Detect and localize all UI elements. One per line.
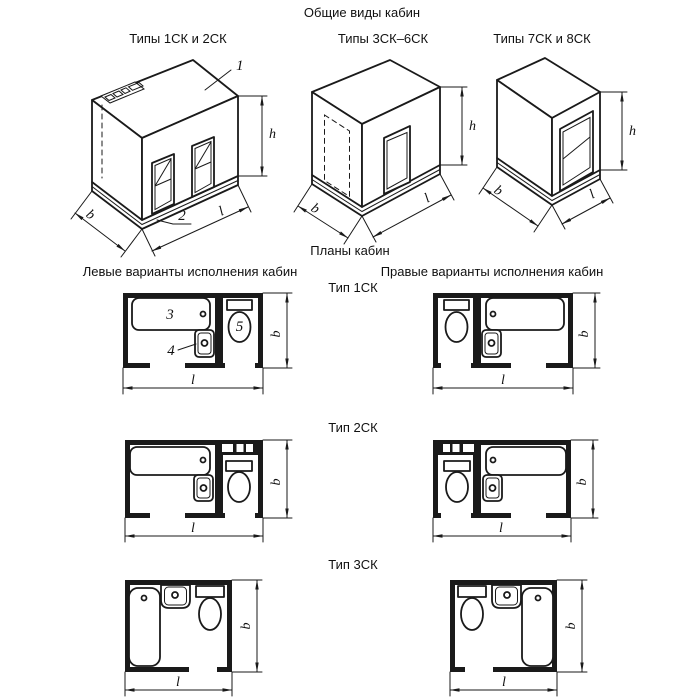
toilet-bowl — [228, 472, 250, 502]
bathtub — [129, 588, 160, 666]
dim-height-c — [600, 92, 636, 170]
dim-h-label: h — [629, 124, 636, 139]
dim-b-right — [571, 440, 598, 518]
toilet — [226, 461, 252, 502]
dim-b-left — [232, 580, 262, 672]
view-a-title: Типы 1СК и 2СК — [129, 31, 227, 46]
dim-b-label: b — [575, 478, 590, 486]
cistern — [196, 586, 224, 597]
dim-b-label: b — [307, 200, 322, 218]
callout-2: 2 — [178, 208, 186, 224]
dim-l-right — [450, 672, 557, 696]
wall-left — [125, 440, 130, 518]
type-1sk-label: Тип 1СК — [328, 280, 378, 295]
dim-b-left — [263, 293, 292, 368]
plan-room-1sk-right — [433, 293, 573, 368]
dim-l-label: l — [422, 191, 433, 207]
dim-l-label: l — [191, 521, 195, 536]
callout-1: 1 — [236, 58, 244, 74]
dim-height-a — [238, 96, 276, 176]
dim-b-label: b — [239, 622, 254, 630]
dim-b-label: b — [82, 207, 98, 224]
dim-l-right — [433, 368, 573, 394]
view-c-title: Типы 7СК и 8СК — [493, 31, 591, 46]
dim-b-label: b — [269, 478, 284, 486]
door-left — [152, 154, 174, 214]
wall-left — [123, 293, 128, 368]
dim-l-label: l — [176, 675, 180, 690]
plan-room-3sk-left — [125, 580, 232, 672]
left-variants-heading: Левые варианты исполнения кабин — [82, 264, 298, 279]
isometric-view-b — [283, 48, 488, 248]
dim-l-left — [125, 518, 263, 542]
dim-l-label: l — [501, 373, 505, 388]
dim-b-right — [557, 580, 587, 672]
callout-4-leader — [178, 344, 196, 350]
right-variants-heading: Правые варианты исполнения кабин — [380, 264, 604, 279]
dim-b-right — [573, 293, 600, 368]
dim-l-label: l — [587, 187, 598, 203]
dim-b-label: b — [269, 330, 284, 338]
toilet — [196, 586, 224, 630]
plan-room-3sk-right — [450, 580, 557, 672]
dim-b-label: b — [564, 622, 579, 630]
dim-b-label: b — [577, 330, 592, 338]
plan-row-1sk — [100, 286, 620, 400]
dim-l-label: l — [191, 373, 195, 388]
plan-row-2sk — [100, 430, 620, 544]
type-3sk-label: Тип 3СК — [328, 557, 378, 572]
dim-h-label: h — [469, 119, 476, 134]
washbasin — [195, 330, 214, 357]
wall-right — [227, 580, 232, 672]
dim-h-label: h — [269, 127, 276, 142]
bathtub — [130, 447, 210, 475]
toilet-bowl — [199, 598, 221, 630]
view-b-title: Типы 3СК–6СК — [337, 31, 429, 46]
cabin-box-b — [312, 60, 440, 216]
door-front — [384, 126, 410, 194]
plan-room-2sk-right — [433, 440, 571, 518]
isometric-view-a — [55, 48, 290, 260]
dim-b-label: b — [490, 182, 506, 200]
dim-l-label: l — [502, 675, 506, 690]
dim-l-left — [123, 368, 263, 394]
wall-right — [258, 293, 263, 368]
cistern — [226, 461, 252, 471]
washbasin — [161, 585, 190, 608]
door-right — [192, 137, 214, 197]
dim-l-left — [125, 672, 232, 696]
dim-b-left — [263, 440, 292, 518]
type-2sk-label: Тип 2СК — [328, 420, 378, 435]
partition-wall — [215, 445, 223, 513]
callout-5: 5 — [235, 319, 244, 335]
plan-row-3sk — [100, 570, 620, 700]
dim-l-label: l — [216, 204, 227, 220]
plans-title: Планы кабин — [310, 243, 390, 258]
callout-3: 3 — [166, 307, 174, 323]
plan-room-2sk-left — [125, 440, 263, 518]
isometric-view-c — [470, 48, 675, 248]
callout-4: 4 — [167, 343, 175, 359]
washbasin — [194, 475, 213, 501]
vent-block — [218, 440, 263, 455]
dim-l-right — [433, 518, 571, 542]
partition-wall — [215, 298, 223, 363]
dim-l-label: l — [499, 521, 503, 536]
cistern — [227, 300, 252, 310]
general-views-title: Общие виды кабин — [303, 5, 421, 20]
